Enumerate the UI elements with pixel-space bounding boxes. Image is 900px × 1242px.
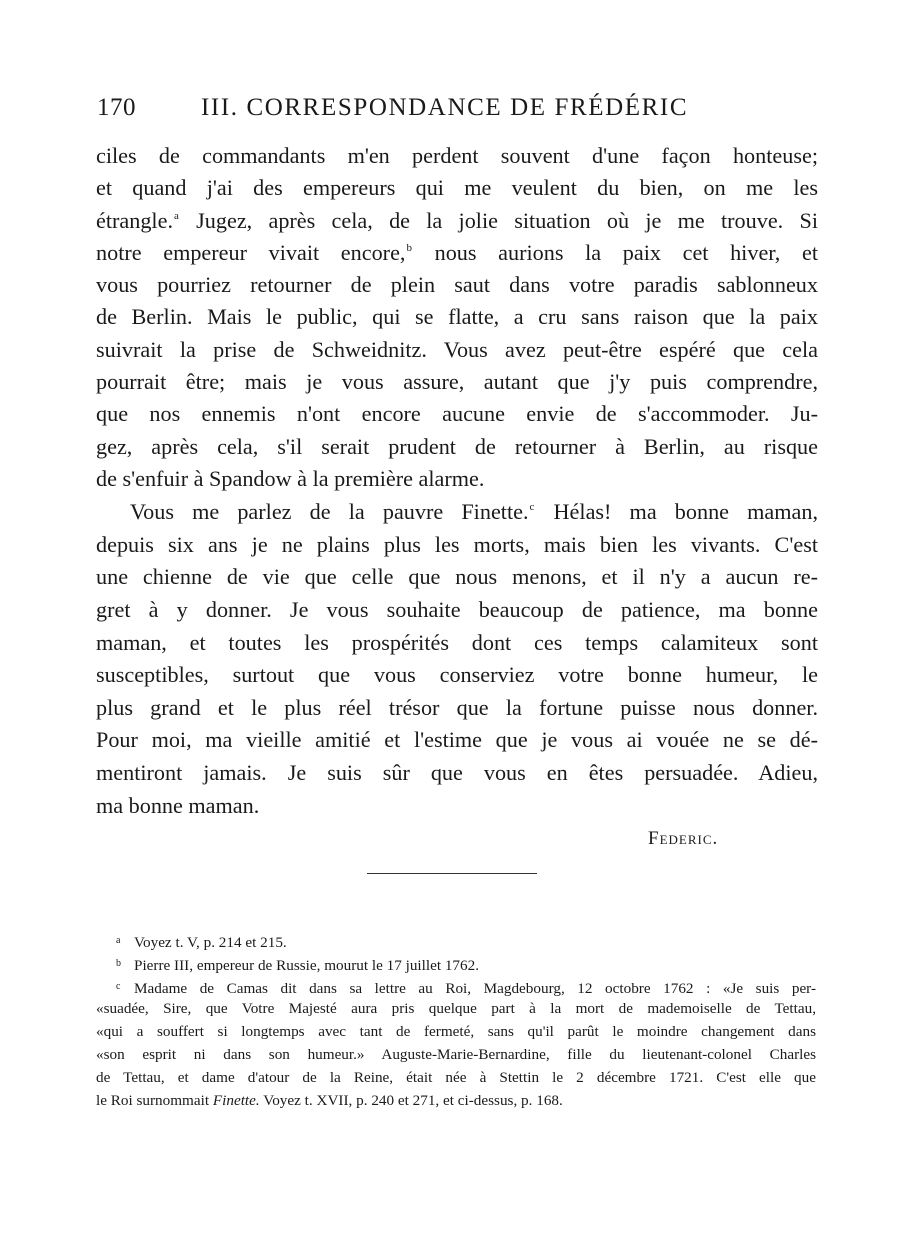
- text-line: que nos ennemis n'ont encore aucune envie de s'accommoder. Ju-: [96, 401, 818, 427]
- text-line: et quand j'ai des empereurs qui me veulent du bien, on me les: [96, 175, 818, 201]
- text-line: de s'enfuir à Spandow à la première alarme.: [96, 465, 485, 491]
- footnote-mark: b: [116, 957, 121, 969]
- footnotes: [96, 930, 816, 1112]
- text-line: de Berlin. Mais le public, qui se flatte, a cru sans raison que la paix: [96, 304, 818, 330]
- text-line: ma bonne maman.: [96, 792, 260, 818]
- text-line: étrangle.$^a$ Jugez, après cela, de la jolie situation où je me trouve. Si: [96, 207, 818, 233]
- footnote-ref: a: [174, 209, 179, 222]
- text-line: suivrait la prise de Schweidnitz. Vous avez peut-être espéré que cela: [96, 336, 818, 362]
- paragraph-1: [96, 140, 818, 495]
- text-line: plus grand et le plus réel trésor que la fortune puisse nous donner.: [96, 694, 818, 720]
- text-line: mentiront jamais. Je suis sûr que vous en êtes persuadée. Adieu,: [96, 760, 818, 786]
- footnote-line: «son esprit ni dans son humeur.» Auguste-Marie-Bernardine, fille du lieutenant-colonel Charles: [96, 1045, 816, 1063]
- text-line: susceptibles, surtout que vous conserviez votre bonne humeur, le: [96, 662, 818, 688]
- letter-body: [96, 140, 818, 822]
- text-line: vous pourriez retourner de plein saut dans votre paradis sablonneux: [96, 272, 818, 298]
- footnote-line: le Roi surnommait Finette. Voyez t. XVII, p. 240 et 271, et ci-dessus, p. 168.: [96, 1091, 563, 1109]
- running-head: [97, 94, 737, 122]
- running-title: III. CORRESPONDANCE DE FRÉDÉRIC: [201, 94, 689, 121]
- footnote-line: c Madame de Camas dit dans sa lettre au Roi, Magdebourg, 12 octobre 1762 : «Je suis per-: [96, 976, 816, 999]
- footnote-c: [96, 976, 816, 1113]
- text-line: une chienne de vie que celle que nous menons, et il n'y a aucun re-: [96, 564, 818, 590]
- footnote-mark: a: [116, 935, 121, 946]
- text-line: Vous me parlez de la pauvre Finette.$^c$ Hélas! ma bonne maman,: [130, 499, 818, 525]
- footnote-line: b Pierre III, empereur de Russie, mourut le 17 juillet 1762.: [96, 953, 816, 976]
- text-line: ciles de commandants m'en perdent souvent d'une façon honteuse;: [96, 143, 818, 168]
- footnote-a: [96, 930, 816, 953]
- text-line: Pour moi, ma vieille amitié et l'estime que je vous ai vouée ne se dé-: [96, 727, 818, 753]
- footnote-line: «qui a souffert si longtemps avec tant de fermeté, sans qu'il parût le moindre changement dans: [96, 1023, 816, 1041]
- footnote-line: a Voyez t. V, p. 214 et 215.: [96, 930, 816, 953]
- signature: Federic.: [648, 828, 719, 849]
- text-line: depuis six ans je ne plains plus les morts, mais bien les vivants. C'est: [96, 531, 818, 557]
- text-line: notre empereur vivait encore,$^b$ nous aurions la paix cet hiver, et: [96, 239, 818, 265]
- footnote-ref: c: [529, 501, 535, 514]
- paragraph-2: [96, 496, 818, 822]
- text-line: gret à y donner. Je vous souhaite beaucoup de patience, ma bonne: [96, 597, 818, 623]
- text-line: gez, après cela, s'il serait prudent de retourner à Berlin, au risque: [96, 433, 818, 459]
- footnote-mark: c: [116, 980, 121, 992]
- footnote-line: de Tettau, et dame d'atour de la Reine, était née à Stettin le 2 décembre 1721. C'est elle que: [96, 1068, 816, 1086]
- italic-name: Finette.: [212, 1091, 260, 1109]
- page-number: 170: [97, 94, 136, 121]
- footnote-b: [96, 953, 816, 976]
- footnote-line: «suadée, Sire, que Votre Majesté aura pris quelque part à la mort de mademoiselle de Tettau,: [96, 1000, 816, 1018]
- separator-rule: [367, 873, 537, 874]
- footnote-ref: b: [406, 241, 412, 254]
- text-line: pourrait être; mais je vous assure, autant que j'y puis comprendre,: [96, 369, 818, 395]
- text-line: maman, et toutes les prospérités dont ces temps calamiteux sont: [96, 629, 818, 655]
